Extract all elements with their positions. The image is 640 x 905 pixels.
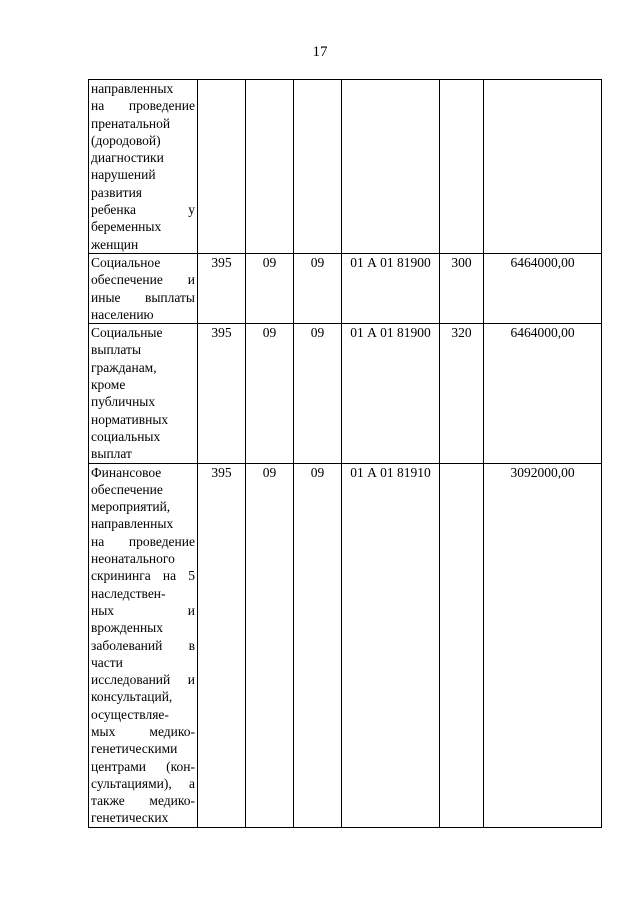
item-name-line: обеспечение bbox=[91, 481, 163, 497]
item-name-line: нормативных bbox=[91, 411, 169, 427]
item-name-line: центрами (кон- bbox=[91, 758, 195, 774]
section-code-cell: 09 bbox=[246, 324, 294, 463]
item-name-line: мероприятий, bbox=[91, 499, 171, 515]
expense-type-cell bbox=[440, 463, 484, 827]
target-article-cell: 01 А 01 81900 bbox=[342, 324, 440, 463]
item-name-line: консультаций, bbox=[91, 689, 173, 705]
section-code-cell bbox=[246, 80, 294, 254]
item-name-line: иные выплаты bbox=[91, 289, 195, 305]
item-name-cell bbox=[89, 253, 198, 323]
item-name-line: гражданам, bbox=[91, 359, 157, 375]
item-name-line: социальных bbox=[91, 428, 161, 444]
item-name-line: генетических bbox=[91, 810, 169, 826]
budget-table bbox=[88, 79, 602, 828]
item-name-line: на проведение bbox=[91, 533, 195, 549]
item-name-line: также медико- bbox=[91, 793, 195, 809]
item-name-line: обеспечение и bbox=[91, 272, 195, 288]
subsection-code-cell bbox=[294, 80, 342, 254]
item-name-line: женщин bbox=[91, 236, 139, 252]
item-name-line: неонатального bbox=[91, 551, 175, 567]
item-name-line: направленных bbox=[91, 81, 174, 96]
target-article-cell: 01 А 01 81900 bbox=[342, 253, 440, 323]
item-name-cell bbox=[89, 324, 198, 463]
item-name-line: на проведение bbox=[91, 98, 195, 114]
item-name-line: пренатальной bbox=[91, 115, 171, 131]
ministry-code-cell bbox=[198, 80, 246, 254]
item-name-line: ребенка у bbox=[91, 202, 195, 218]
amount-cell: 6464000,00 bbox=[484, 324, 602, 463]
item-name-line: Социальные bbox=[91, 325, 163, 341]
item-name-cell bbox=[89, 463, 198, 827]
item-name-line: кроме bbox=[91, 377, 126, 393]
target-article-cell bbox=[342, 80, 440, 254]
expense-type-cell: 300 bbox=[440, 253, 484, 323]
item-name-line: диагностики bbox=[91, 150, 164, 166]
ministry-code-cell: 395 bbox=[198, 253, 246, 323]
table-row bbox=[89, 80, 602, 254]
item-name-line: сультациями), а bbox=[91, 775, 195, 791]
item-name-line: наследствен- bbox=[91, 585, 166, 601]
section-code-cell: 09 bbox=[246, 463, 294, 827]
item-name-line: скрининга на 5 bbox=[91, 568, 195, 584]
subsection-code-cell: 09 bbox=[294, 253, 342, 323]
item-name-line: развития bbox=[91, 184, 143, 200]
item-name-line: исследований и bbox=[91, 672, 195, 688]
budget-table-body bbox=[89, 80, 602, 828]
item-name-line: Финансовое bbox=[91, 464, 162, 480]
amount-cell bbox=[484, 80, 602, 254]
item-name-line: Социальное bbox=[91, 254, 161, 270]
subsection-code-cell: 09 bbox=[294, 324, 342, 463]
section-code-cell: 09 bbox=[246, 253, 294, 323]
item-name-line: беременных bbox=[91, 219, 162, 235]
item-name-line: части bbox=[91, 654, 123, 670]
item-name-line: осуществляе- bbox=[91, 706, 169, 722]
item-name-line: мых медико- bbox=[91, 723, 195, 739]
ministry-code-cell: 395 bbox=[198, 463, 246, 827]
expense-type-cell: 320 bbox=[440, 324, 484, 463]
item-name-line: генетическими bbox=[91, 741, 178, 757]
amount-cell: 6464000,00 bbox=[484, 253, 602, 323]
table-row bbox=[89, 463, 602, 827]
target-article-cell: 01 А 01 81910 bbox=[342, 463, 440, 827]
table-row bbox=[89, 324, 602, 463]
subsection-code-cell: 09 bbox=[294, 463, 342, 827]
item-name-line: выплат bbox=[91, 446, 132, 462]
item-name-line: публичных bbox=[91, 394, 156, 410]
item-name-line: выплаты bbox=[91, 342, 142, 358]
item-name-line: заболеваний в bbox=[91, 637, 195, 653]
item-name-line: нарушений bbox=[91, 167, 156, 183]
item-name-line: населению bbox=[91, 306, 154, 322]
item-name-line: врожденных bbox=[91, 620, 163, 636]
item-name-line: направленных bbox=[91, 516, 174, 532]
page-number: 17 bbox=[312, 44, 328, 60]
item-name-line: (дородовой) bbox=[91, 132, 161, 148]
amount-cell: 3092000,00 bbox=[484, 463, 602, 827]
item-name-line: ных и bbox=[91, 602, 195, 618]
table-row bbox=[89, 253, 602, 323]
item-name-cell bbox=[89, 80, 198, 254]
ministry-code-cell: 395 bbox=[198, 324, 246, 463]
expense-type-cell bbox=[440, 80, 484, 254]
